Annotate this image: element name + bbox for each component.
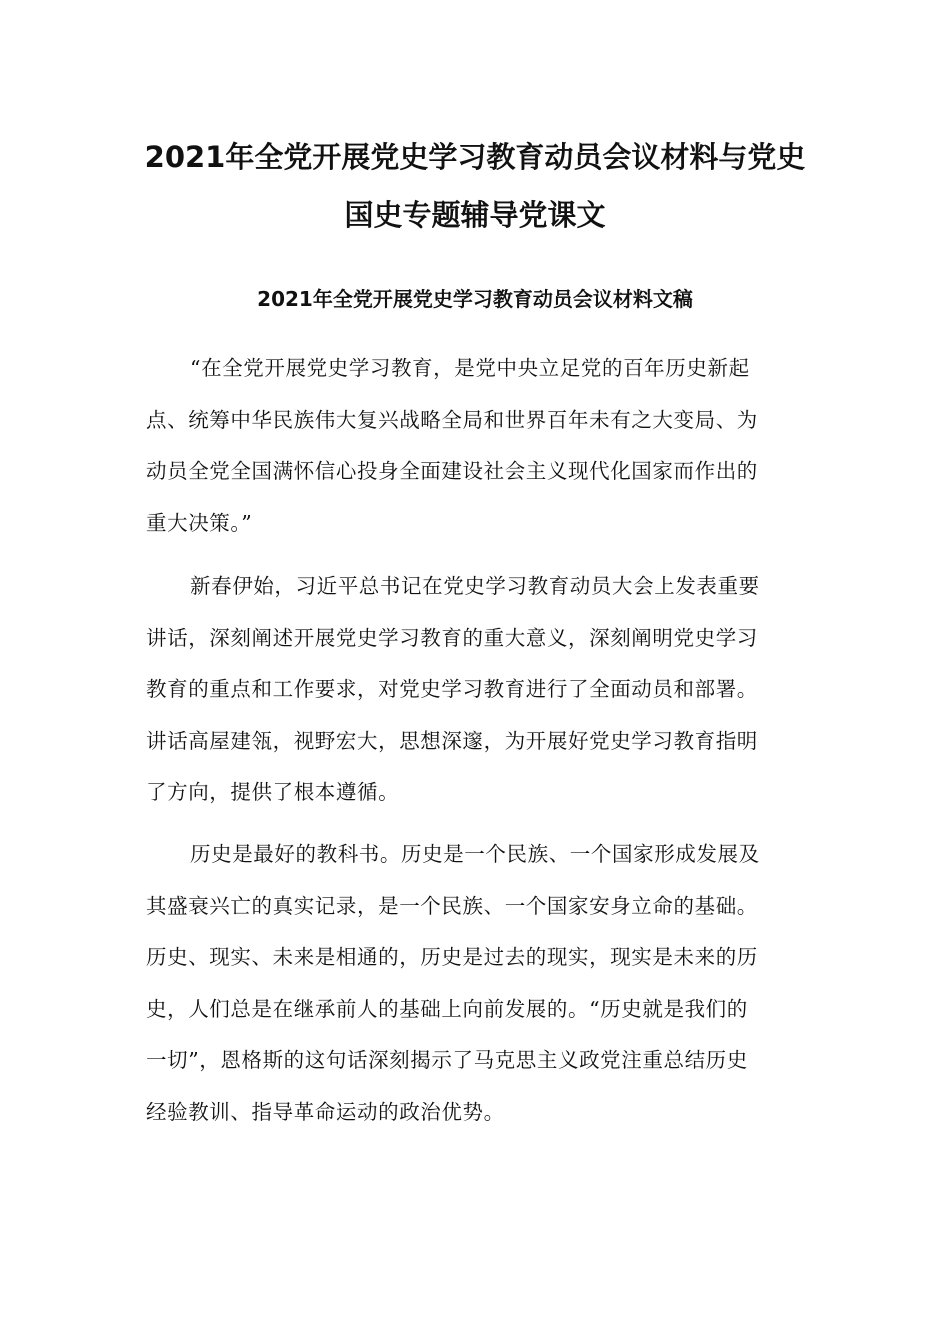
paragraph-quote: [146, 343, 806, 549]
paragraph-line: 历史、现实、未来是相通的，历史是过去的现实，现实是未来的历: [146, 945, 758, 969]
paragraph-line: 讲话高屋建瓴，视野宏大，思想深邃，为开展好党史学习教育指明: [146, 728, 758, 753]
paragraph-line: 经验教训、指导革命运动的政治优势。: [146, 1099, 505, 1124]
title-line-1: 2021年全党开展党史学习教育动员会议材料与党史: [144, 140, 806, 174]
paragraph-line: 教育的重点和工作要求，对党史学习教育进行了全面动员和部署。: [146, 677, 758, 701]
paragraph-line: 其盛衰兴亡的真实记录，是一个民族、一个国家安身立命的基础。: [146, 893, 758, 918]
paragraph-line: 历史是最好的教科书。历史是一个民族、一个国家形成发展及: [190, 842, 760, 866]
section-subtitle: 2021年全党开展党史学习教育动员会议材料文稿: [257, 287, 693, 311]
document-title: [120, 128, 830, 244]
paragraph-line: 一切”，恩格斯的这句话深刻揭示了马克思主义政党注重总结历史: [146, 1048, 748, 1072]
paragraph-line: 动员全党全国满怀信心投身全面建设社会主义现代化国家而作出的: [146, 459, 758, 483]
paragraph-speech: [146, 561, 806, 819]
paragraph-line: 史，人们总是在继承前人的基础上向前发展的。“历史就是我们的: [146, 996, 748, 1021]
paragraph-line: 新春伊始，习近平总书记在党史学习教育动员大会上发表重要: [190, 574, 760, 598]
paragraph-line: “在全党开展党史学习教育，是党中央立足党的百年历史新起: [190, 356, 750, 380]
paragraph-line: 重大决策。”: [146, 510, 253, 535]
title-line-2: 国史专题辅导党课文: [344, 198, 606, 232]
paragraph-line: 点、统筹中华民族伟大复兴战略全局和世界百年未有之大变局、为: [146, 407, 758, 432]
paragraph-line: 讲话，深刻阐述开展党史学习教育的重大意义，深刻阐明党史学习: [146, 625, 758, 650]
paragraph-history: [146, 829, 806, 1138]
paragraph-line: 了方向，提供了根本遵循。: [146, 780, 400, 804]
